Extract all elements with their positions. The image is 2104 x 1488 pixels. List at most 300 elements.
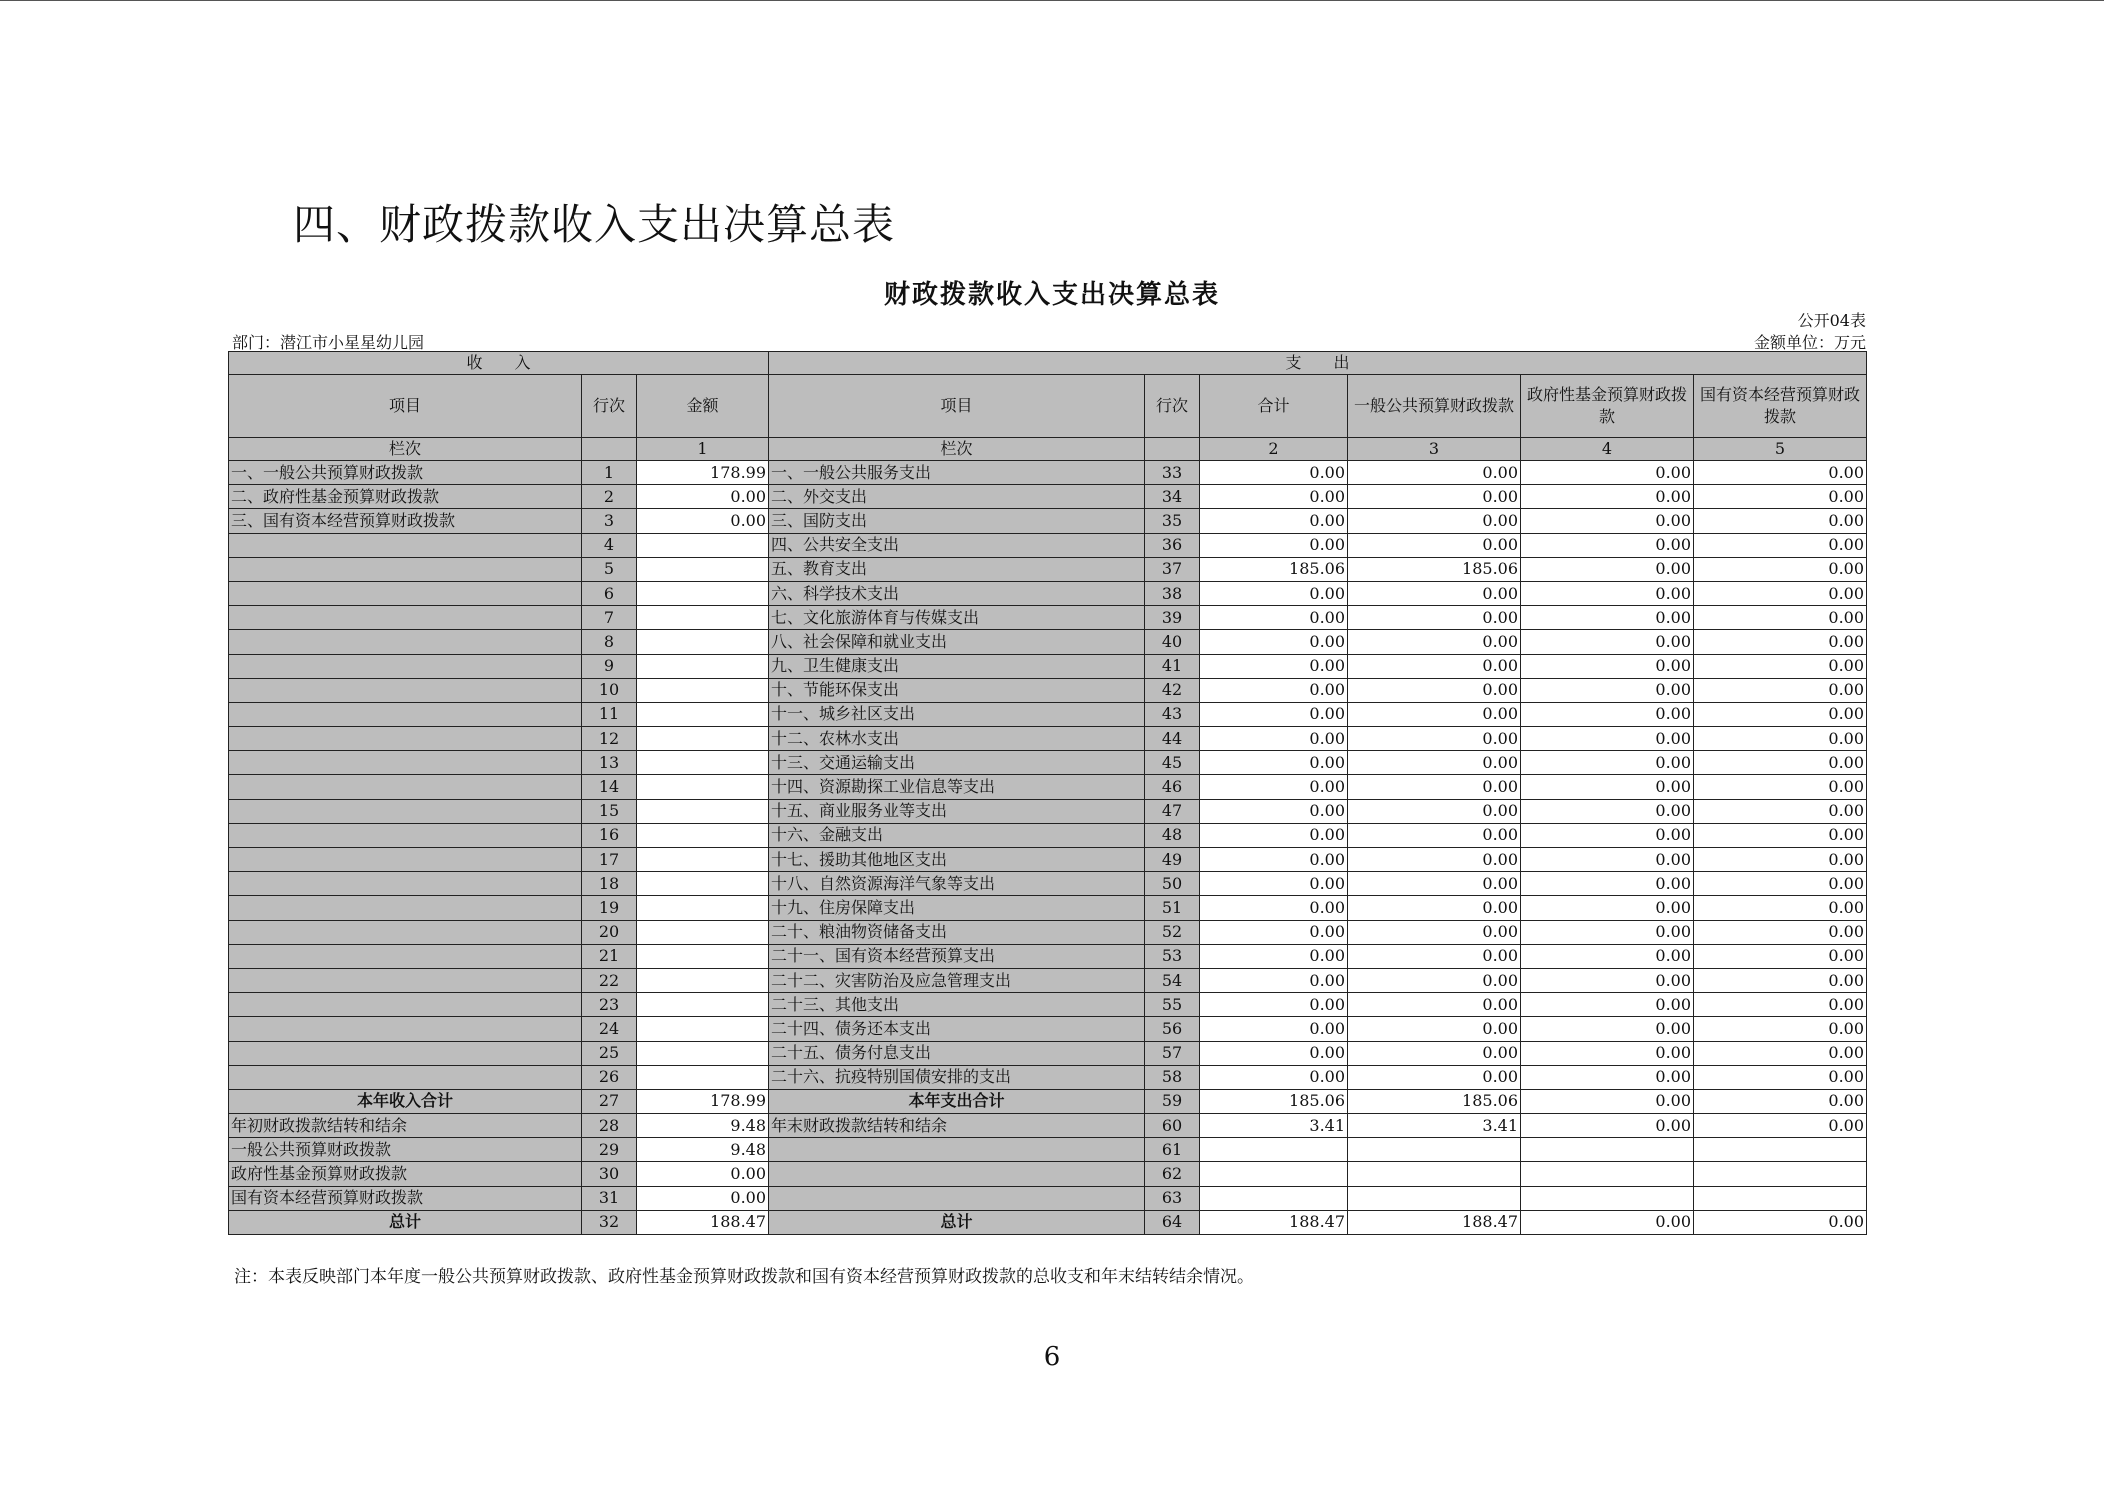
col-index-3: 3	[1348, 438, 1521, 461]
expense-state: 0.00	[1694, 1041, 1867, 1065]
expense-item: 八、社会保障和就业支出	[769, 630, 1145, 654]
expense-general: 0.00	[1348, 799, 1521, 823]
column-index-row	[229, 438, 1867, 461]
expense-fund	[1521, 1138, 1694, 1162]
expense-line-no: 54	[1145, 968, 1200, 992]
income-line-no: 15	[582, 799, 637, 823]
income-line-no: 9	[582, 654, 637, 678]
income-line-header: 行次	[582, 375, 637, 438]
income-line-no: 13	[582, 751, 637, 775]
expense-item: 十三、交通运输支出	[769, 751, 1145, 775]
expense-total: 0.00	[1200, 823, 1348, 847]
income-amount: 9.48	[637, 1138, 769, 1162]
expense-total: 0.00	[1200, 993, 1348, 1017]
income-item	[229, 920, 582, 944]
income-line-no: 4	[582, 533, 637, 557]
expense-state: 0.00	[1694, 968, 1867, 992]
expense-total: 0.00	[1200, 896, 1348, 920]
expense-fund	[1521, 1186, 1694, 1210]
col-index-blank	[582, 438, 637, 461]
income-amount	[637, 1017, 769, 1041]
expense-line-no: 61	[1145, 1138, 1200, 1162]
section-header-row	[229, 352, 1867, 375]
expense-fund: 0.00	[1521, 654, 1694, 678]
expense-total	[1200, 1186, 1348, 1210]
income-amount	[637, 1065, 769, 1089]
income-line-no: 14	[582, 775, 637, 799]
income-item	[229, 993, 582, 1017]
expense-line-no: 42	[1145, 678, 1200, 702]
top-border-line	[0, 0, 2104, 1]
expense-state: 0.00	[1694, 944, 1867, 968]
income-amount: 188.47	[637, 1210, 769, 1234]
expense-fund: 0.00	[1521, 630, 1694, 654]
expense-state: 0.00	[1694, 727, 1867, 751]
expense-item: 年末财政拨款结转和结余	[769, 1114, 1145, 1138]
expense-fund: 0.00	[1521, 509, 1694, 533]
expense-line-no: 46	[1145, 775, 1200, 799]
expense-line-no: 58	[1145, 1065, 1200, 1089]
expense-total	[1200, 1138, 1348, 1162]
income-item-header: 项目	[229, 375, 582, 438]
expense-fund: 0.00	[1521, 751, 1694, 775]
table-row	[229, 1065, 1867, 1089]
col-index-label: 栏次	[229, 438, 582, 461]
expense-item: 七、文化旅游体育与传媒支出	[769, 606, 1145, 630]
expense-total: 0.00	[1200, 1041, 1348, 1065]
expense-item: 十六、金融支出	[769, 823, 1145, 847]
expense-item: 十九、住房保障支出	[769, 896, 1145, 920]
table-row	[229, 630, 1867, 654]
expense-line-no: 56	[1145, 1017, 1200, 1041]
table-row	[229, 1041, 1867, 1065]
expense-total: 185.06	[1200, 1089, 1348, 1113]
income-amount: 0.00	[637, 1162, 769, 1186]
income-line-no: 17	[582, 848, 637, 872]
expense-item: 五、教育支出	[769, 557, 1145, 581]
expense-state: 0.00	[1694, 557, 1867, 581]
expense-general: 0.00	[1348, 775, 1521, 799]
carry-row	[229, 1186, 1867, 1210]
table-row	[229, 606, 1867, 630]
expense-state: 0.00	[1694, 872, 1867, 896]
expense-item: 十一、城乡社区支出	[769, 702, 1145, 726]
expense-total: 0.00	[1200, 606, 1348, 630]
table-row	[229, 461, 1867, 485]
expense-total: 0.00	[1200, 581, 1348, 605]
expense-general: 0.00	[1348, 1065, 1521, 1089]
expense-general: 0.00	[1348, 944, 1521, 968]
income-amount	[637, 751, 769, 775]
expense-general: 0.00	[1348, 727, 1521, 751]
table-row	[229, 727, 1867, 751]
expense-fund: 0.00	[1521, 920, 1694, 944]
table-row	[229, 920, 1867, 944]
expense-general: 0.00	[1348, 606, 1521, 630]
income-line-no: 1	[582, 461, 637, 485]
expense-state: 0.00	[1694, 775, 1867, 799]
expense-line-no: 43	[1145, 702, 1200, 726]
expense-line-no: 64	[1145, 1210, 1200, 1234]
expense-item-header: 项目	[769, 375, 1145, 438]
table-row	[229, 944, 1867, 968]
expense-line-no: 49	[1145, 848, 1200, 872]
expense-general	[1348, 1186, 1521, 1210]
expense-fund	[1521, 1162, 1694, 1186]
income-line-no: 2	[582, 485, 637, 509]
expense-state: 0.00	[1694, 1017, 1867, 1041]
expense-line-no: 39	[1145, 606, 1200, 630]
income-item	[229, 751, 582, 775]
income-item	[229, 678, 582, 702]
expense-state: 0.00	[1694, 702, 1867, 726]
expense-line-no: 47	[1145, 799, 1200, 823]
income-line-no: 18	[582, 872, 637, 896]
income-item: 国有资本经营预算财政拨款	[229, 1186, 582, 1210]
expense-item: 十、节能环保支出	[769, 678, 1145, 702]
income-line-no: 31	[582, 1186, 637, 1210]
expense-line-no: 52	[1145, 920, 1200, 944]
expense-item	[769, 1186, 1145, 1210]
expense-state	[1694, 1186, 1867, 1210]
expense-line-no: 62	[1145, 1162, 1200, 1186]
expense-state: 0.00	[1694, 799, 1867, 823]
expense-state	[1694, 1138, 1867, 1162]
income-item: 年初财政拨款结转和结余	[229, 1114, 582, 1138]
expense-fund: 0.00	[1521, 1114, 1694, 1138]
income-line-no: 8	[582, 630, 637, 654]
expense-fund: 0.00	[1521, 461, 1694, 485]
expense-general	[1348, 1162, 1521, 1186]
income-line-no: 7	[582, 606, 637, 630]
expense-state: 0.00	[1694, 1210, 1867, 1234]
income-item: 三、国有资本经营预算财政拨款	[229, 509, 582, 533]
income-item	[229, 775, 582, 799]
expense-line-no: 55	[1145, 993, 1200, 1017]
expense-fund: 0.00	[1521, 485, 1694, 509]
income-item	[229, 533, 582, 557]
expense-total: 0.00	[1200, 654, 1348, 678]
expense-total: 0.00	[1200, 727, 1348, 751]
expense-fund: 0.00	[1521, 993, 1694, 1017]
expense-fund: 0.00	[1521, 799, 1694, 823]
expense-general: 0.00	[1348, 702, 1521, 726]
expense-fund: 0.00	[1521, 896, 1694, 920]
income-header: 收 入	[229, 352, 769, 375]
expense-fund: 0.00	[1521, 968, 1694, 992]
expense-line-no: 36	[1145, 533, 1200, 557]
general-budget-header: 一般公共预算财政拨款	[1348, 375, 1521, 438]
table-row	[229, 848, 1867, 872]
expense-general: 0.00	[1348, 509, 1521, 533]
income-amount	[637, 678, 769, 702]
expense-fund: 0.00	[1521, 678, 1694, 702]
expense-state: 0.00	[1694, 461, 1867, 485]
income-item	[229, 799, 582, 823]
expense-fund: 0.00	[1521, 533, 1694, 557]
table-row	[229, 775, 1867, 799]
expense-general: 0.00	[1348, 533, 1521, 557]
expense-item: 十五、商业服务业等支出	[769, 799, 1145, 823]
col-index-4: 4	[1521, 438, 1694, 461]
income-item	[229, 896, 582, 920]
expense-total: 3.41	[1200, 1114, 1348, 1138]
expense-line-no: 38	[1145, 581, 1200, 605]
column-header-row	[229, 375, 1867, 438]
expense-fund: 0.00	[1521, 872, 1694, 896]
income-item: 一般公共预算财政拨款	[229, 1138, 582, 1162]
department-label: 部门：潜江市小星星幼儿园	[232, 333, 425, 352]
expense-total: 0.00	[1200, 461, 1348, 485]
expense-general: 0.00	[1348, 993, 1521, 1017]
income-amount: 9.48	[637, 1114, 769, 1138]
income-line-no: 6	[582, 581, 637, 605]
expense-general: 0.00	[1348, 485, 1521, 509]
income-item	[229, 654, 582, 678]
table-row	[229, 896, 1867, 920]
expense-line-no: 51	[1145, 896, 1200, 920]
expense-item: 二十一、国有资本经营预算支出	[769, 944, 1145, 968]
income-item	[229, 1017, 582, 1041]
table-row	[229, 533, 1867, 557]
table-row	[229, 485, 1867, 509]
expense-general: 0.00	[1348, 920, 1521, 944]
expense-item: 二十、粮油物资储备支出	[769, 920, 1145, 944]
expense-general: 0.00	[1348, 1041, 1521, 1065]
expense-fund: 0.00	[1521, 1017, 1694, 1041]
table-row	[229, 799, 1867, 823]
expense-total: 0.00	[1200, 1065, 1348, 1089]
expense-line-no: 48	[1145, 823, 1200, 847]
expense-state: 0.00	[1694, 1065, 1867, 1089]
expense-line-no: 37	[1145, 557, 1200, 581]
table-title: 财政拨款收入支出决算总表	[883, 280, 1220, 310]
income-line-no: 19	[582, 896, 637, 920]
expense-line-no: 57	[1145, 1041, 1200, 1065]
income-amount	[637, 533, 769, 557]
income-item	[229, 727, 582, 751]
table-row	[229, 968, 1867, 992]
expense-header: 支 出	[769, 352, 1867, 375]
income-item	[229, 581, 582, 605]
carry-row	[229, 1114, 1867, 1138]
expense-item: 总计	[769, 1210, 1145, 1234]
expense-item: 二、外交支出	[769, 485, 1145, 509]
expense-general: 0.00	[1348, 678, 1521, 702]
income-amount	[637, 896, 769, 920]
grand-total-row	[229, 1210, 1867, 1234]
income-line-no: 24	[582, 1017, 637, 1041]
income-item	[229, 823, 582, 847]
expense-line-no: 41	[1145, 654, 1200, 678]
income-item	[229, 557, 582, 581]
income-item	[229, 606, 582, 630]
col-index-5: 5	[1694, 438, 1867, 461]
expense-total	[1200, 1162, 1348, 1186]
expense-fund: 0.00	[1521, 702, 1694, 726]
income-item	[229, 630, 582, 654]
expense-line-no: 59	[1145, 1089, 1200, 1113]
table-row	[229, 702, 1867, 726]
income-item	[229, 872, 582, 896]
table-note: 注：本表反映部门本年度一般公共预算财政拨款、政府性基金预算财政拨款和国有资本经营预算财政拨款的总收支和年末结转结余情况。	[234, 1267, 1254, 1287]
expense-total: 0.00	[1200, 509, 1348, 533]
expense-general: 0.00	[1348, 461, 1521, 485]
expense-total: 0.00	[1200, 944, 1348, 968]
expense-fund: 0.00	[1521, 606, 1694, 630]
income-line-no: 28	[582, 1114, 637, 1138]
expense-line-no: 60	[1145, 1114, 1200, 1138]
expense-line-no: 35	[1145, 509, 1200, 533]
expense-item: 二十五、债务付息支出	[769, 1041, 1145, 1065]
income-amount: 0.00	[637, 1186, 769, 1210]
carry-row	[229, 1162, 1867, 1186]
table-row	[229, 581, 1867, 605]
expense-state: 0.00	[1694, 896, 1867, 920]
income-item	[229, 944, 582, 968]
expense-item: 二十三、其他支出	[769, 993, 1145, 1017]
table-row	[229, 751, 1867, 775]
income-line-no: 20	[582, 920, 637, 944]
income-item	[229, 702, 582, 726]
carry-row	[229, 1138, 1867, 1162]
expense-general: 0.00	[1348, 872, 1521, 896]
table-row	[229, 872, 1867, 896]
income-amount	[637, 1041, 769, 1065]
expense-item: 九、卫生健康支出	[769, 654, 1145, 678]
table-row	[229, 509, 1867, 533]
income-amount	[637, 654, 769, 678]
income-item	[229, 1065, 582, 1089]
income-line-no: 23	[582, 993, 637, 1017]
expense-fund: 0.00	[1521, 1041, 1694, 1065]
expense-item: 十二、农林水支出	[769, 727, 1145, 751]
expense-general: 0.00	[1348, 654, 1521, 678]
expense-fund: 0.00	[1521, 557, 1694, 581]
form-code: 公开04表	[1797, 311, 1866, 330]
expense-line-header: 行次	[1145, 375, 1200, 438]
income-line-no: 32	[582, 1210, 637, 1234]
income-amount	[637, 775, 769, 799]
expense-item: 二十二、灾害防治及应急管理支出	[769, 968, 1145, 992]
expense-general: 185.06	[1348, 1089, 1521, 1113]
income-item	[229, 968, 582, 992]
expense-item: 三、国防支出	[769, 509, 1145, 533]
expense-fund: 0.00	[1521, 581, 1694, 605]
income-item: 本年收入合计	[229, 1089, 582, 1113]
table-row	[229, 1017, 1867, 1041]
budget-table	[228, 351, 1867, 1235]
income-amount-header: 金额	[637, 375, 769, 438]
income-item	[229, 1041, 582, 1065]
income-item: 二、政府性基金预算财政拨款	[229, 485, 582, 509]
expense-total: 0.00	[1200, 630, 1348, 654]
income-amount: 0.00	[637, 509, 769, 533]
expense-fund: 0.00	[1521, 848, 1694, 872]
income-line-no: 12	[582, 727, 637, 751]
expense-line-no: 63	[1145, 1186, 1200, 1210]
expense-total: 0.00	[1200, 799, 1348, 823]
expense-total: 0.00	[1200, 968, 1348, 992]
expense-state: 0.00	[1694, 485, 1867, 509]
expense-fund: 0.00	[1521, 823, 1694, 847]
income-amount	[637, 702, 769, 726]
income-line-no: 11	[582, 702, 637, 726]
expense-total: 0.00	[1200, 848, 1348, 872]
income-item: 一、一般公共预算财政拨款	[229, 461, 582, 485]
state-capital-header: 国有资本经营预算财政拨款	[1694, 375, 1867, 438]
expense-state: 0.00	[1694, 533, 1867, 557]
expense-general	[1348, 1138, 1521, 1162]
expense-line-no: 33	[1145, 461, 1200, 485]
income-line-no: 29	[582, 1138, 637, 1162]
income-amount	[637, 968, 769, 992]
expense-state: 0.00	[1694, 823, 1867, 847]
table-row	[229, 678, 1867, 702]
table-row	[229, 557, 1867, 581]
section-title: 四、财政拨款收入支出决算总表	[293, 200, 896, 249]
income-amount	[637, 872, 769, 896]
expense-general: 0.00	[1348, 968, 1521, 992]
expense-total: 0.00	[1200, 485, 1348, 509]
expense-line-no: 44	[1145, 727, 1200, 751]
expense-fund: 0.00	[1521, 1065, 1694, 1089]
expense-general: 3.41	[1348, 1114, 1521, 1138]
expense-line-no: 40	[1145, 630, 1200, 654]
expense-general: 0.00	[1348, 848, 1521, 872]
income-amount	[637, 944, 769, 968]
table-row	[229, 993, 1867, 1017]
expense-general: 188.47	[1348, 1210, 1521, 1234]
expense-line-no: 53	[1145, 944, 1200, 968]
unit-label: 金额单位：万元	[1753, 333, 1866, 352]
expense-item: 二十六、抗疫特别国债安排的支出	[769, 1065, 1145, 1089]
income-line-no: 5	[582, 557, 637, 581]
expense-item: 四、公共安全支出	[769, 533, 1145, 557]
income-line-no: 22	[582, 968, 637, 992]
income-amount	[637, 799, 769, 823]
table-row	[229, 823, 1867, 847]
col-index-blank	[1145, 438, 1200, 461]
expense-state: 0.00	[1694, 678, 1867, 702]
page-number: 6	[1043, 1342, 1061, 1372]
expense-item: 一、一般公共服务支出	[769, 461, 1145, 485]
income-line-no: 30	[582, 1162, 637, 1186]
expense-state: 0.00	[1694, 993, 1867, 1017]
fund-budget-header: 政府性基金预算财政拨款	[1521, 375, 1694, 438]
income-amount	[637, 727, 769, 751]
income-line-no: 3	[582, 509, 637, 533]
income-amount: 178.99	[637, 461, 769, 485]
expense-fund: 0.00	[1521, 727, 1694, 751]
expense-general: 0.00	[1348, 896, 1521, 920]
expense-item: 本年支出合计	[769, 1089, 1145, 1113]
income-line-no: 10	[582, 678, 637, 702]
income-amount	[637, 606, 769, 630]
expense-total: 188.47	[1200, 1210, 1348, 1234]
income-line-no: 26	[582, 1065, 637, 1089]
expense-general: 185.06	[1348, 557, 1521, 581]
col-index-label: 栏次	[769, 438, 1145, 461]
expense-total: 0.00	[1200, 702, 1348, 726]
expense-item: 二十四、债务还本支出	[769, 1017, 1145, 1041]
year-total-row	[229, 1089, 1867, 1113]
income-amount: 0.00	[637, 485, 769, 509]
income-line-no: 16	[582, 823, 637, 847]
expense-item: 六、科学技术支出	[769, 581, 1145, 605]
income-amount	[637, 581, 769, 605]
income-item	[229, 848, 582, 872]
